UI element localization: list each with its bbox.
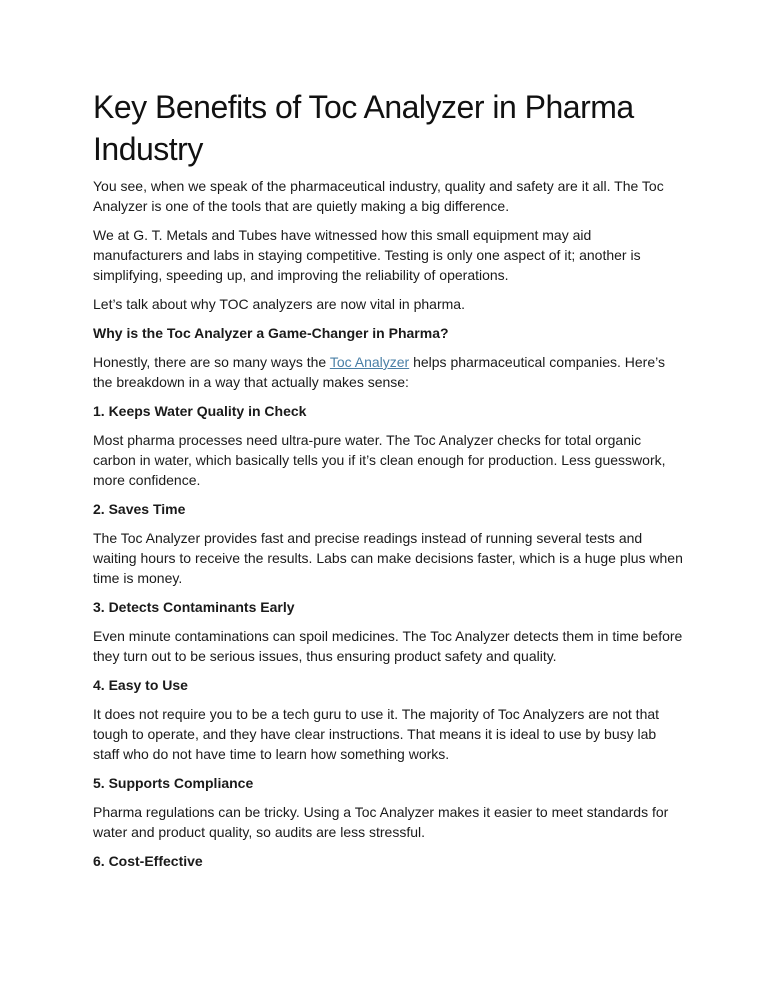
benefit-heading-3: 3. Detects Contaminants Early — [93, 599, 295, 615]
page-title: Key Benefits of Toc Analyzer in Pharma Industry — [93, 89, 634, 167]
intro-paragraph-1: You see, when we speak of the pharmaceutical industry, quality and safety are it all. The Toc Analyzer is one of the tools that are quietly making a big difference. — [93, 178, 664, 214]
breakdown-text-before: Honestly, there are so many ways the — [93, 354, 330, 370]
benefit-body-5: Pharma regulations can be tricky. Using a Toc Analyzer makes it easier to meet standards for water and product quality, so audits are less stressful. — [93, 804, 669, 840]
benefit-heading-1: 1. Keeps Water Quality in Check — [93, 403, 307, 419]
intro-paragraph-3: Let’s talk about why TOC analyzers are now vital in pharma. — [93, 296, 465, 312]
benefit-body-4: It does not require you to be a tech guru to use it. The majority of Toc Analyzers are not that tough to operate, and they have clear instructions. That means it is ideal to use by busy lab staff who do not have time to learn how something works. — [93, 706, 660, 762]
benefit-body-3: Even minute contaminations can spoil medicines. The Toc Analyzer detects them in time before they turn out to be serious issues, thus ensuring product safety and quality. — [93, 628, 683, 664]
document-page — [93, 86, 683, 880]
intro-paragraph-2: We at G. T. Metals and Tubes have witnessed how this small equipment may aid manufacturers and labs in staying competitive. Testing is only one aspect of it; another is simplifying, speeding up, and improving the reliability of operations. — [93, 227, 641, 283]
benefit-heading-5: 5. Supports Compliance — [93, 775, 254, 791]
benefit-body-2: The Toc Analyzer provides fast and precise readings instead of running several tests and waiting hours to receive the results. Labs can make decisions faster, which is a huge plus when time is money. — [93, 530, 683, 586]
benefit-heading-6: 6. Cost-Effective — [93, 853, 203, 869]
breakdown-text-after: helps pharmaceutical companies. Here’s the breakdown in a way that actually makes sense: — [93, 354, 665, 390]
breakdown-paragraph — [93, 352, 683, 392]
benefit-heading-2: 2. Saves Time — [93, 501, 186, 517]
benefit-body-1: Most pharma processes need ultra-pure water. The Toc Analyzer checks for total organic carbon in water, which basically tells you if it’s clean enough for production. Less guesswork, more confidence. — [93, 432, 666, 488]
section-heading: Why is the Toc Analyzer a Game-Changer in Pharma? — [93, 325, 449, 341]
toc-analyzer-link[interactable]: Toc Analyzer — [329, 354, 410, 370]
benefit-heading-4: 4. Easy to Use — [93, 677, 188, 693]
